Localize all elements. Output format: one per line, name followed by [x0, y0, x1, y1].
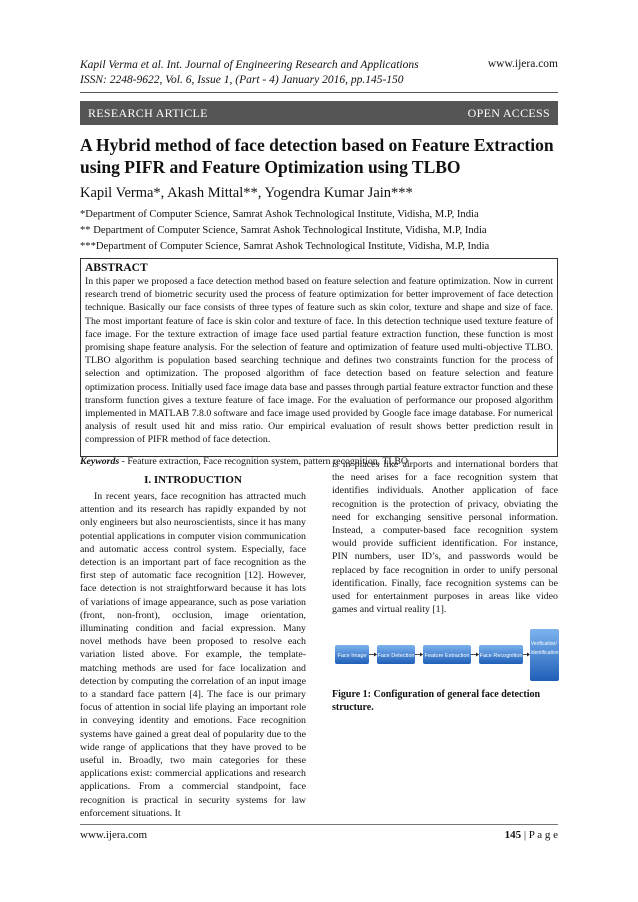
article-type-banner [80, 101, 558, 125]
affiliation-2: ** Department of Computer Science, Samrat Ashok Technological Institute, Vidisha, M.P, India [80, 225, 487, 236]
affiliations [80, 207, 489, 255]
left-column [80, 470, 306, 820]
keywords-label: Keywords - [80, 456, 125, 467]
flow-box-feature-extraction [423, 645, 471, 664]
introduction-text-left: In recent years, face recognition has attracted much attention and its research has rapidly expanded by not only engineers but also neuroscientists, since it has many potential applications in computer vision communication and automatic access control system. Especially, face detection is an important part of face recognition as the first step of automatic face recognition [12]. However, face detection is not straightforward because it has lots of variations of image appearance, such as pose variation (front, non-front), occlusion, image orientation, illuminating condition and facial expression. Many novel methods have been proposed to resolve each variation listed above. For example, the template-matching methods are used for face localization and detection by computing the correlation of an input image to a standard face pattern [4]. The face is our primary focus of attention in social life playing an important role in conveying identity and emotions. Face recognition systems have gained a great deal of popularity due to the wide range of applications that they have proved to be useful in. Broadly, two main categories for these applications exist: commercial applications and research applications. From a commercial standpoint, face recognition is practical in security systems for law enforcement situations. It [80, 491, 306, 819]
journal-line-1: Kapil Verma et al. Int. Journal of Engineering Research and Applications [80, 59, 419, 71]
flow-box-face-image [335, 645, 369, 664]
flow-arrow-2 [415, 653, 423, 657]
footer-website[interactable]: www.ijera.com [80, 829, 148, 841]
flow-box-face-detection [377, 645, 415, 664]
page-number [505, 829, 558, 841]
affiliation-3: ***Department of Computer Science, Samrat Ashok Technological Institute, Vidisha, M.P, India [80, 241, 490, 252]
paper-authors: Kapil Verma*, Akash Mittal**, Yogendra Kumar Jain*** [80, 185, 413, 201]
flow-arrow-1 [369, 653, 377, 657]
abstract-text: In this paper we proposed a face detection method based on feature selection and feature optimization. Now in current research trend of biometric security used the process of feature optimization for better improvement of face detection technique. Basically our face consists of three types of feature such as skin color, texture and shape and size of face. The most important feature of face is skin color and texture of face. In this detection technique used texture feature of face image. For the texture extraction of image face used partial feature extraction function, these function is most promising shape feature analysis. For the selection of feature and optimization of feature used multi-objective TLBO. TLBO algorithm is population based searching technique and defines two constraints function for the process of selection and optimization. The proposed algorithm of face detection based on feature selection and feature optimization process. Initially used face image data base and passes through partial feature extractor function and these transform function gives a texture feature of face image. For the evaluation of performance our proposed algorithm implemented in MATLAB 7.8.0 software and face image used provided by Google face image database. For numerical analysis of result used hit and miss ratio. Our empirical evaluation of result shows better prediction result in compression of PIFR method of face detection. [85, 276, 553, 446]
svg-text:Face Recognition: Face Recognition [479, 653, 523, 659]
introduction-heading: I. INTRODUCTION [144, 474, 242, 486]
footer-divider [80, 824, 558, 825]
right-column [332, 458, 558, 616]
svg-text:Face Detection: Face Detection [377, 653, 415, 659]
journal-line-2: ISSN: 2248-9622, Vol. 6, Issue 1, (Part - 4) January 2016, pp.145-150 [80, 74, 404, 86]
flow-arrow-4 [523, 653, 530, 657]
flow-box-verification-identification [530, 629, 559, 681]
research-article-label: RESEARCH ARTICLE [88, 105, 208, 120]
svg-text:Feature Extraction: Feature Extraction [424, 653, 470, 659]
journal-website[interactable]: www.ijera.com [487, 58, 558, 70]
abstract-heading: ABSTRACT [85, 262, 148, 274]
figure-caption: Figure 1: Configuration of general face detection structure. [332, 689, 541, 713]
introduction-text-right: is in places like airports and international borders that the need arises for a face recognition system that identifies individuals. Another application of face recognition is the protection of privacy, obviating the need for exchanging sensitive personal information. Instead, a computer-based face recognition system would provide sufficient identification. For instance, PIN numbers, user ID’s, and passwords would be replaced by face recognition in order to unify personal identification. Finally, face recognition systems can be used for entertainment purposes in areas like video games and virtual reality [1]. [332, 459, 558, 616]
flow-box-face-recognition [479, 645, 523, 664]
svg-text:Verification/ Identificati: Verification/ Identification [530, 641, 559, 656]
paper-title: A Hybrid method of face detection based on Feature Extraction using PIFR and Feature Optimization using TLBO [80, 135, 554, 177]
keywords-text: Feature extraction, Face recognition system, pattern recognition, TLBO [124, 456, 408, 467]
open-access-label: OPEN ACCESS [467, 105, 550, 120]
page-label: | P a g e [521, 829, 558, 841]
page-number-value: 145 [504, 829, 522, 841]
face-detection-flow-diagram [334, 625, 560, 687]
svg-text:Face Image: Face Image [337, 653, 367, 659]
header-divider [80, 92, 558, 93]
abstract-box [80, 258, 558, 457]
flow-arrow-3 [471, 653, 479, 657]
journal-header [80, 58, 419, 88]
affiliation-1: *Department of Computer Science, Samrat Ashok Technological Institute, Vidisha, M.P, India [80, 209, 479, 220]
